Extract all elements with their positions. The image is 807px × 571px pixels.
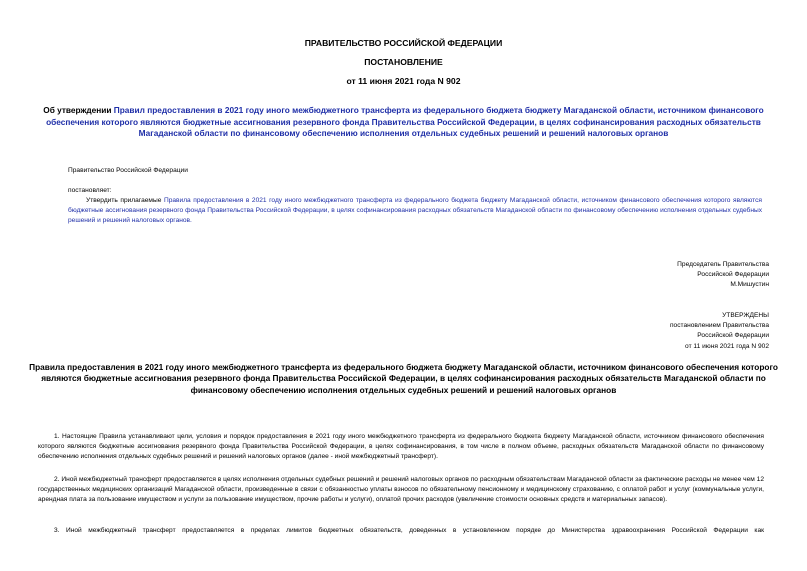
approve-paragraph [68,196,762,227]
title-rules-link[interactable]: Правил предоставления в 2021 году иного межбюджетного трансферта из федерального бюджета бюджету Магаданской области, источником финансового обеспечения которого являются бюджетные ассигнования резервного фонда Правительства Российской Федерации, в целях софинансирования расходных обязательств Магаданской области по финансовому обеспечению исполнения отдельных судебных решений и решений налоговых органов [46,105,764,139]
approved-country: Российской Федерации [697,332,769,340]
approve-prefix: Утвердить прилагаемые [86,197,164,204]
signature-name: М.Мишустин [730,281,769,289]
title-prefix: Об утверждении [43,105,114,115]
approved-by: постановлением Правительства [669,322,769,330]
document-date-number: от 11 июня 2021 года N 902 [346,76,461,86]
document-title [30,105,777,140]
paragraph-2: 2. Иной межбюджетный трансферт предоставляется в целях исполнения отдельных судебных решений и решений налоговых органов по расходным обязательствам Магаданской области за фактические расходы не менее чем 12 государственных медицинских организаций Магаданской области, произведенные в связи с обязанностью уплаты взносов по обязательному пенсионному и медицинскому страхованию, с оплатой работ и услуг (коммунальные услуги, арендная плата за пользование имуществом и услуги за пользование имуществом, прочие работы и услуги), оплатой прочих расходов (увеличение стоимости основных средств и материальных запасов). [38,476,764,504]
signature-title: Председатель Правительства [677,261,769,268]
approve-rules-link[interactable]: Правила предоставления в 2021 году иного межбюджетного трансферта из федерального бюджета бюджету Магаданской области, источником финансового обеспечения которого являются бюджетные ассигнования резервного фонда Правительства Российской Федерации, в целях софинансирования расходных обязательств Магаданской области по финансовому обеспечению исполнения отдельных судебных решений и решений налоговых органов. [68,197,762,225]
approved-block [529,311,769,352]
signature-block [529,260,769,291]
government-line: Правительство Российской Федерации [68,167,188,174]
paragraph-1: 1. Настоящие Правила устанавливают цели, условия и порядок предоставления в 2021 году иного межбюджетного трансферта из федерального бюджета бюджету Магаданской области, источником финансового обеспечения которого являются бюджетные ассигнования резервного фонда Правительства Российской Федерации, в целях софинансирования, в том числе в полном объеме, расходных обязательств Магаданской области по финансовому обеспечению исполнения отдельных судебных решений и решений налоговых органов (далее - иной межбюджетный трансферт). [38,433,764,461]
signature-country: Российской Федерации [697,271,769,279]
approved-label: УТВЕРЖДЕНЫ [722,312,769,319]
paragraph-3: 3. Иной межбюджетный трансферт предоставляется в пределах лимитов бюджетных обязательств, доведенных в установленном порядке до Министерства здравоохранения Российской Федерации как [54,527,764,534]
approved-date: от 11 июня 2021 года N 902 [685,342,769,350]
document-type: ПОСТАНОВЛЕНИЕ [364,57,443,67]
decides-line: постановляет: [68,187,112,194]
government-heading: ПРАВИТЕЛЬСТВО РОССИЙСКОЙ ФЕДЕРАЦИИ [304,38,503,48]
rules-title: Правила предоставления в 2021 году иного межбюджетного трансферта из федерального бюджета бюджету Магаданской области, источником финансового обеспечения которого являются бюджетные ассигнования резервного фонда Правительства Российской Федерации, в целях софинансирования расходных обязательств Магаданской области по финансовому обеспечению исполнения отдельных судебных решений и решений налоговых органов [29,362,778,395]
